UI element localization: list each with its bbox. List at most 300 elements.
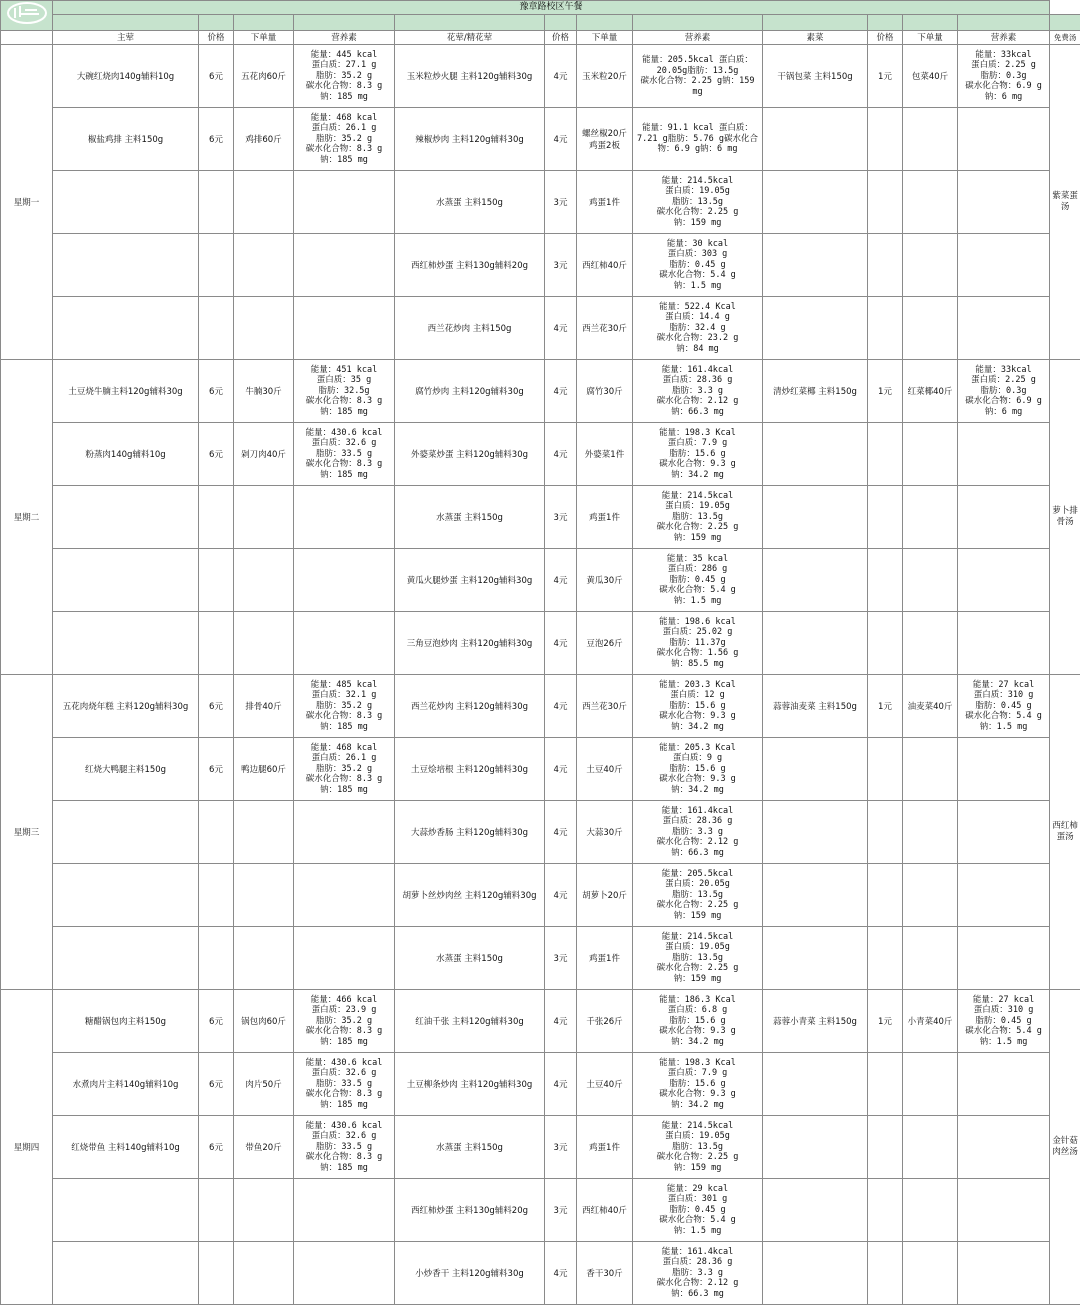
second-dish-order: 腐竹30斤 (577, 360, 633, 423)
vegetable-dish-order (903, 927, 958, 990)
main-dish-order: 鸭边腿60斤 (234, 738, 294, 801)
header-nutrition-2: 营养素 (633, 31, 763, 45)
menu-row (1, 423, 1080, 486)
main-dish-order (234, 864, 294, 927)
nutrition-line: 碳水化合物：2.12 g (656, 396, 739, 407)
second-dish-price: 4元 (545, 801, 577, 864)
subheader-strip-5 (395, 15, 545, 31)
second-dish-order: 西红柿40斤 (577, 234, 633, 297)
second-dish-name: 西红柿炒蛋 主料130g辅料20g (395, 234, 545, 297)
second-dish-price: 4元 (545, 108, 577, 171)
nutrition-line: 钠：34.2 mg (671, 721, 724, 732)
main-dish-nutrition (294, 990, 395, 1053)
nutrition-line: 蛋白质：26.1 g (311, 123, 377, 134)
nutrition-line: 钠：1.5 mg (673, 595, 722, 606)
main-dish-price (199, 549, 234, 612)
second-dish-name: 土豆烩培根 主料120g辅料30g (395, 738, 545, 801)
second-dish-order: 黄瓜30斤 (577, 549, 633, 612)
second-dish-price: 4元 (545, 738, 577, 801)
nutrition-line: 能量：186.3 Kcal (659, 994, 736, 1005)
nutrition-line: 蛋白质：12 g (670, 690, 725, 701)
nutrition-line: 碳水化合物：5.4 g (965, 1026, 1042, 1037)
vegetable-dish-nutrition (958, 171, 1050, 234)
nutrition-line: 蛋白质：35 g (316, 375, 372, 386)
nutrition-line: 蛋白质：310 g (973, 1005, 1034, 1016)
nutrition-line: 脂肪：0.45 g (669, 574, 726, 585)
second-dish-order: 玉米粒20斤 (577, 45, 633, 108)
vegetable-dish-nutrition (958, 360, 1050, 423)
second-dish-order: 土豆40斤 (577, 1053, 633, 1116)
nutrition-line: 钠：34.2 mg (671, 1036, 724, 1047)
main-dish-order: 排骨40斤 (234, 675, 294, 738)
nutrition-line: 脂肪：13.5g (671, 1141, 724, 1152)
second-dish-nutrition (633, 1242, 763, 1305)
vegetable-dish-nutrition (958, 108, 1050, 171)
vegetable-dish-name (763, 234, 868, 297)
vegetable-dish-name (763, 1179, 868, 1242)
nutrition-line: 钠：85.5 mg (671, 658, 724, 669)
free-soup: 萝卜排骨汤 (1050, 360, 1080, 675)
vegetable-dish-price (868, 927, 903, 990)
nutrition-line: 碳水化合物：2.12 g (656, 837, 739, 848)
second-dish-nutrition (633, 486, 763, 549)
weekday-label: 星期二 (1, 360, 53, 675)
second-dish-nutrition (633, 171, 763, 234)
nutrition-line: 能量：205.5kcal (661, 868, 734, 879)
menu-row (1, 45, 1080, 108)
weekday-label: 星期三 (1, 675, 53, 990)
main-dish-name (53, 234, 199, 297)
nutrition-line: 能量：205.5kcal 蛋白质： (642, 55, 753, 65)
vegetable-dish-name: 蒜蓉小青菜 主料150g (763, 990, 868, 1053)
nutrition-line: 能量：445 kcal (310, 49, 378, 60)
nutrition-line: 钠：6 mg (984, 406, 1023, 417)
main-dish-nutrition (294, 360, 395, 423)
main-dish-name (53, 486, 199, 549)
second-dish-nutrition (633, 108, 763, 171)
main-dish-name: 大碗红烧肉140g辅料10g (53, 45, 199, 108)
nutrition-line: 碳水化合物：6.9 g (965, 396, 1042, 407)
menu-row (1, 801, 1080, 864)
nutrition-line: 钠：185 mg (320, 721, 368, 732)
vegetable-dish-price: 1元 (868, 675, 903, 738)
nutrition-line: 碳水化合物：2.25 g (656, 900, 739, 911)
vegetable-dish-name (763, 108, 868, 171)
nutrition-line: 能量：91.1 kcal 蛋白质： (642, 123, 753, 134)
nutrition-line: 脂肪：0.3g (980, 70, 1027, 81)
subheader-strip-12 (958, 15, 1050, 31)
main-dish-name: 椒盐鸡排 主料150g (53, 108, 199, 171)
vegetable-dish-name (763, 486, 868, 549)
second-dish-price: 3元 (545, 927, 577, 990)
main-dish-price (199, 927, 234, 990)
second-dish-order: 外婆菜1件 (577, 423, 633, 486)
nutrition-line: 钠：1.5 mg (979, 721, 1028, 732)
vegetable-dish-price (868, 1116, 903, 1179)
title-blank-cell (1050, 1, 1080, 15)
second-dish-order: 鸡蛋1件 (577, 486, 633, 549)
nutrition-line: 蛋白质：7.9 g (667, 438, 728, 449)
vegetable-dish-nutrition (958, 486, 1050, 549)
menu-row (1, 927, 1080, 990)
header-order-2: 下单量 (577, 31, 633, 45)
vegetable-dish-name: 清炒红菜椰 主料150g (763, 360, 868, 423)
nutrition-line: 脂肪：0.3g (980, 385, 1027, 396)
main-dish-nutrition (294, 234, 395, 297)
main-dish-nutrition (294, 423, 395, 486)
main-dish-price: 6元 (199, 675, 234, 738)
vegetable-dish-order (903, 234, 958, 297)
vegetable-dish-price (868, 423, 903, 486)
nutrition-line: 碳水化合物：5.4 g (659, 1215, 736, 1226)
nutrition-line: 脂肪：35.2 g (315, 763, 373, 774)
vegetable-dish-nutrition (958, 297, 1050, 360)
nutrition-line: 钠：66.3 mg (671, 406, 724, 417)
vegetable-dish-nutrition (958, 927, 1050, 990)
vegetable-dish-nutrition (958, 675, 1050, 738)
nutrition-line: 脂肪：11.37g (669, 637, 726, 648)
second-dish-name: 土豆柳条炒肉 主料120g辅料30g (395, 1053, 545, 1116)
main-dish-price: 6元 (199, 360, 234, 423)
nutrition-line: 能量：161.4kcal (661, 805, 734, 816)
second-dish-order: 土豆40斤 (577, 738, 633, 801)
second-dish-order: 西红柿40斤 (577, 1179, 633, 1242)
main-dish-nutrition (294, 612, 395, 675)
main-dish-price: 6元 (199, 108, 234, 171)
nutrition-line: 蛋白质：20.05g (665, 879, 730, 890)
nutrition-line: 碳水化合物：2.12 g (656, 1278, 739, 1289)
second-dish-price: 4元 (545, 990, 577, 1053)
nutrition-line: 脂肪：0.45 g (975, 1015, 1032, 1026)
main-dish-nutrition (294, 549, 395, 612)
menu-row (1, 360, 1080, 423)
nutrition-line: 碳水化合物：2.25 g (656, 207, 739, 218)
nutrition-line: 碳水化合物：5.4 g (965, 711, 1042, 722)
nutrition-line: 碳水化合物：9.3 g (659, 1026, 736, 1037)
nutrition-line: 碳水化合物：2.25 g (656, 963, 739, 974)
nutrition-line: 碳水化合物：2.25 g (656, 522, 739, 533)
second-dish-order: 西兰花30斤 (577, 297, 633, 360)
main-dish-price: 6元 (199, 423, 234, 486)
subheader-strip-6 (545, 15, 577, 31)
second-dish-name: 水蒸蛋 主料150g (395, 927, 545, 990)
vegetable-dish-nutrition (958, 612, 1050, 675)
subheader-strip-1 (53, 15, 199, 31)
second-dish-price: 4元 (545, 45, 577, 108)
nutrition-line: 脂肪：0.45 g (669, 259, 726, 270)
main-dish-name: 糖醋锅包肉主料150g (53, 990, 199, 1053)
nutrition-line: 脂肪：13.5g (671, 889, 724, 900)
main-dish-name: 水煮肉片主料140g辅料10g (53, 1053, 199, 1116)
second-dish-price: 4元 (545, 1242, 577, 1305)
vegetable-dish-nutrition (958, 1116, 1050, 1179)
vegetable-dish-price (868, 612, 903, 675)
vegetable-dish-order: 油麦菜40斤 (903, 675, 958, 738)
vegetable-dish-order: 红菜椰40斤 (903, 360, 958, 423)
nutrition-line: 钠：66.3 mg (671, 1288, 724, 1299)
nutrition-line: 脂肪：3.3 g (671, 826, 724, 837)
vegetable-dish-price: 1元 (868, 45, 903, 108)
main-dish-nutrition (294, 108, 395, 171)
second-dish-nutrition (633, 927, 763, 990)
second-dish-nutrition (633, 738, 763, 801)
nutrition-line: 钠：1.5 mg (673, 280, 722, 291)
second-dish-nutrition (633, 1179, 763, 1242)
main-dish-nutrition (294, 486, 395, 549)
vegetable-dish-order (903, 486, 958, 549)
nutrition-line: 蛋白质：9 g (672, 753, 723, 764)
nutrition-line: 碳水化合物：5.4 g (659, 585, 736, 596)
second-dish-nutrition (633, 297, 763, 360)
menu-row (1, 297, 1080, 360)
nutrition-line: 脂肪：13.5g (671, 196, 724, 207)
nutrition-line: 脂肪：35.2 g (315, 700, 373, 711)
main-dish-price (199, 801, 234, 864)
main-dish-price (199, 234, 234, 297)
vegetable-dish-name (763, 612, 868, 675)
menu-title: 豫章路校区午餐 (53, 1, 1050, 15)
main-dish-price (199, 171, 234, 234)
nutrition-line: 脂肪：15.6 g (669, 448, 726, 459)
vegetable-dish-price (868, 1179, 903, 1242)
nutrition-line: 能量：466 kcal (310, 994, 378, 1005)
nutrition-line: 钠：6 mg (984, 91, 1023, 102)
vegetable-dish-order (903, 864, 958, 927)
second-dish-nutrition (633, 360, 763, 423)
nutrition-line: 碳水化合物：5.4 g (659, 270, 736, 281)
vegetable-dish-nutrition (958, 45, 1050, 108)
second-dish-order: 大蒜30斤 (577, 801, 633, 864)
vegetable-dish-price (868, 549, 903, 612)
second-dish-nutrition (633, 234, 763, 297)
second-dish-name: 三角豆泡炒肉 主料120g辅料30g (395, 612, 545, 675)
vegetable-dish-order (903, 297, 958, 360)
second-dish-name: 西红柿炒蛋 主料130g辅料20g (395, 1179, 545, 1242)
nutrition-line: 脂肪：0.45 g (975, 700, 1032, 711)
main-dish-price: 6元 (199, 1053, 234, 1116)
nutrition-line: 能量：430.6 kcal (305, 1057, 383, 1068)
nutrition-line: 能量：30 kcal (666, 238, 729, 249)
vegetable-dish-order (903, 738, 958, 801)
subheader-strip-4 (294, 15, 395, 31)
second-dish-order: 豆泡26斤 (577, 612, 633, 675)
nutrition-line: 钠：159 mg (673, 973, 722, 984)
header-price: 价格 (199, 31, 234, 45)
vegetable-dish-price (868, 297, 903, 360)
nutrition-line: 蛋白质：286 g (667, 564, 728, 575)
nutrition-line: 能量：522.4 Kcal (659, 301, 736, 312)
nutrition-line: 蛋白质：28.36 g (662, 816, 733, 827)
second-dish-price: 4元 (545, 675, 577, 738)
main-dish-price (199, 1179, 234, 1242)
nutrition-line: 蛋白质：19.05g (665, 501, 730, 512)
nutrition-line: 碳水化合物：8.3 g (305, 1089, 383, 1100)
main-dish-price: 6元 (199, 1116, 234, 1179)
main-dish-nutrition (294, 1179, 395, 1242)
nutrition-line: 碳水化合物：8.3 g (305, 396, 383, 407)
subheader-strip-11 (903, 15, 958, 31)
vegetable-dish-order (903, 108, 958, 171)
second-dish-order: 鸡蛋1件 (577, 1116, 633, 1179)
main-dish-price (199, 486, 234, 549)
nutrition-line: 脂肪：15.6 g (669, 1078, 726, 1089)
nutrition-line: 钠：1.5 mg (673, 1225, 722, 1236)
nutrition-line: 蛋白质：25.02 g (662, 627, 733, 638)
second-dish-name: 红油千张 主料120g辅料30g (395, 990, 545, 1053)
main-dish-price (199, 612, 234, 675)
nutrition-line: 能量：203.3 Kcal (659, 679, 736, 690)
nutrition-line: 脂肪：33.5 g (315, 1078, 373, 1089)
nutrition-line: 碳水化合物：2.25 g钠：159 (640, 76, 755, 86)
second-dish-price: 3元 (545, 486, 577, 549)
second-dish-name: 大蒜炒香肠 主料120g辅料30g (395, 801, 545, 864)
free-soup: 金针菇肉丝汤 (1050, 990, 1080, 1305)
logo-cell (1, 1, 53, 31)
second-dish-price: 4元 (545, 864, 577, 927)
main-dish-order (234, 549, 294, 612)
main-dish-name: 红烧带鱼 主料140g辅料10g (53, 1116, 199, 1179)
menu-row (1, 108, 1080, 171)
nutrition-line: 脂肪：3.3 g (671, 1267, 724, 1278)
main-dish-name (53, 1179, 199, 1242)
second-dish-price: 3元 (545, 1179, 577, 1242)
vegetable-dish-order (903, 1116, 958, 1179)
main-dish-nutrition (294, 675, 395, 738)
vegetable-dish-order (903, 1053, 958, 1116)
nutrition-line: 脂肪：15.6 g (669, 763, 726, 774)
vegetable-dish-name (763, 1242, 868, 1305)
nutrition-line: 碳水化合物：9.3 g (659, 774, 736, 785)
main-dish-order (234, 234, 294, 297)
nutrition-line: 脂肪：35.2 g (315, 70, 373, 81)
main-dish-name (53, 864, 199, 927)
vegetable-dish-name (763, 864, 868, 927)
nutrition-line: 蛋白质：301 g (667, 1194, 728, 1205)
nutrition-line: 钠：185 mg (320, 406, 368, 417)
vegetable-dish-price: 1元 (868, 990, 903, 1053)
nutrition-line: 能量：33kcal (975, 364, 1032, 375)
second-dish-order: 鸡蛋1件 (577, 927, 633, 990)
menu-row (1, 864, 1080, 927)
menu-row (1, 171, 1080, 234)
nutrition-line: 能量：451 kcal (310, 364, 378, 375)
nutrition-line: 蛋白质：19.05g (665, 186, 730, 197)
nutrition-line: 能量：27 kcal (972, 994, 1035, 1005)
second-dish-order: 鸡蛋1件 (577, 171, 633, 234)
subheader-strip-13 (1050, 15, 1080, 31)
nutrition-line: 钠：185 mg (320, 154, 368, 165)
menu-row (1, 1179, 1080, 1242)
nutrition-line: 能量：468 kcal (310, 112, 378, 123)
vegetable-dish-nutrition (958, 1242, 1050, 1305)
second-dish-price: 4元 (545, 360, 577, 423)
main-dish-name (53, 171, 199, 234)
nutrition-line: 钠：159 mg (673, 1162, 722, 1173)
nutrition-line: 钠：159 mg (673, 910, 722, 921)
vegetable-dish-nutrition (958, 423, 1050, 486)
second-dish-order: 西兰花30斤 (577, 675, 633, 738)
vegetable-dish-price (868, 108, 903, 171)
nutrition-line: 能量：198.6 kcal (659, 616, 736, 627)
nutrition-line: 碳水化合物：8.3 g (305, 711, 383, 722)
second-dish-name: 黄瓜火腿炒蛋 主料120g辅料30g (395, 549, 545, 612)
nutrition-line: 蛋白质：32.6 g (311, 1131, 377, 1142)
second-dish-nutrition (633, 423, 763, 486)
nutrition-line: 碳水化合物：8.3 g (305, 1026, 383, 1037)
main-dish-order: 鸡排60斤 (234, 108, 294, 171)
second-dish-nutrition (633, 45, 763, 108)
main-dish-order (234, 801, 294, 864)
vegetable-dish-price (868, 234, 903, 297)
second-dish-order: 螺丝椒20斤 鸡蛋2板 (577, 108, 633, 171)
vegetable-dish-price (868, 1242, 903, 1305)
main-dish-price: 6元 (199, 738, 234, 801)
second-dish-nutrition (633, 801, 763, 864)
main-dish-order: 肉片50斤 (234, 1053, 294, 1116)
nutrition-line: 脂肪：33.5 g (315, 1141, 373, 1152)
nutrition-line: 脂肪：32.4 g (669, 322, 726, 333)
nutrition-line: 蛋白质：32.1 g (311, 690, 377, 701)
nutrition-line: 脂肪：3.3 g (671, 385, 724, 396)
main-dish-nutrition (294, 1053, 395, 1116)
nutrition-line: 能量：214.5kcal (661, 175, 734, 186)
nutrition-line: 钠：185 mg (320, 784, 368, 795)
second-dish-nutrition (633, 990, 763, 1053)
menu-row (1, 1242, 1080, 1305)
second-dish-price: 4元 (545, 423, 577, 486)
nutrition-line: mg (692, 86, 703, 97)
vegetable-dish-name: 蒜蓉油麦菜 主料150g (763, 675, 868, 738)
main-dish-price: 6元 (199, 990, 234, 1053)
nutrition-line: 钠：159 mg (673, 532, 722, 543)
nutrition-line: 蛋白质：26.1 g (311, 753, 377, 764)
vegetable-dish-nutrition (958, 549, 1050, 612)
vegetable-dish-order: 小青菜40斤 (903, 990, 958, 1053)
second-dish-nutrition (633, 864, 763, 927)
nutrition-line: 蛋白质：6.8 g (667, 1005, 728, 1016)
second-dish-nutrition (633, 549, 763, 612)
nutrition-line: 能量：468 kcal (310, 742, 378, 753)
nutrition-line: 钠：34.2 mg (671, 1099, 724, 1110)
nutrition-line: 蛋白质：27.1 g (311, 60, 377, 71)
nutrition-line: 碳水化合物：23.2 g (656, 333, 739, 344)
nutrition-line: 钠：185 mg (320, 1099, 368, 1110)
second-dish-order: 胡萝卜20斤 (577, 864, 633, 927)
vegetable-dish-name: 干锅包菜 主料150g (763, 45, 868, 108)
vegetable-dish-price (868, 738, 903, 801)
nutrition-line: 能量：29 kcal (666, 1183, 729, 1194)
vegetable-dish-price (868, 864, 903, 927)
vegetable-dish-nutrition (958, 864, 1050, 927)
main-dish-order (234, 1179, 294, 1242)
main-dish-order (234, 297, 294, 360)
nutrition-line: 脂肪：13.5g (671, 511, 724, 522)
main-dish-nutrition (294, 1116, 395, 1179)
main-dish-order: 剁刀肉40斤 (234, 423, 294, 486)
menu-row (1, 486, 1080, 549)
vegetable-dish-order (903, 1179, 958, 1242)
vegetable-dish-price (868, 1053, 903, 1116)
second-dish-name: 胡萝卜丝炒肉丝 主料120g辅料30g (395, 864, 545, 927)
nutrition-line: 能量：35 kcal (666, 553, 729, 564)
nutrition-line: 能量：198.3 Kcal (659, 427, 736, 438)
nutrition-line: 脂肪：0.45 g (669, 1204, 726, 1215)
nutrition-line: 碳水化合物：8.3 g (305, 459, 383, 470)
main-dish-order: 带鱼20斤 (234, 1116, 294, 1179)
second-dish-price: 4元 (545, 1053, 577, 1116)
second-dish-name: 水蒸蛋 主料150g (395, 486, 545, 549)
nutrition-line: 能量：198.3 Kcal (659, 1057, 736, 1068)
